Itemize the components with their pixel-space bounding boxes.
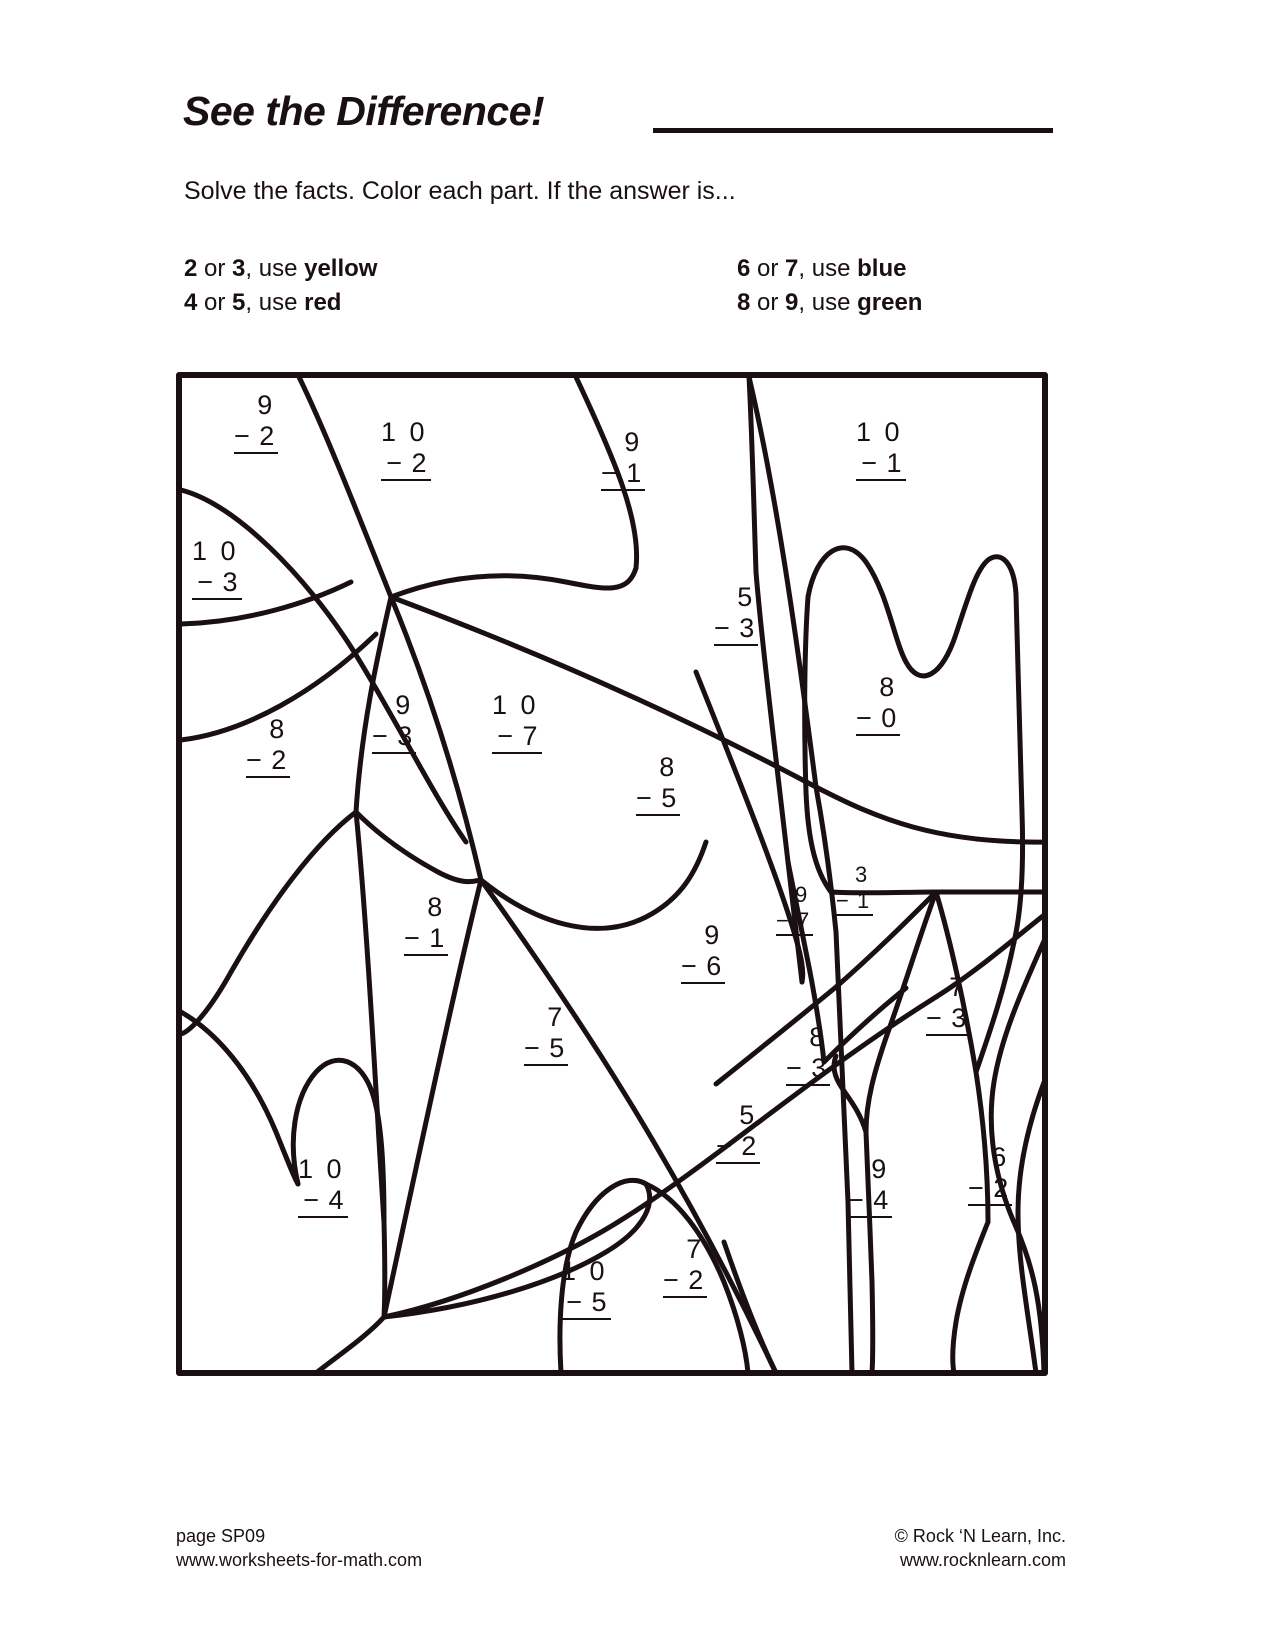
subtraction-fact[interactable]: [716, 1100, 760, 1164]
fact-minuend: 9: [257, 390, 276, 420]
legend-number-a: 2: [184, 255, 198, 282]
fact-subtrahend: − 7: [776, 908, 813, 936]
fact-subtrahend: − 5: [561, 1287, 611, 1320]
legend-number-b: 7: [785, 255, 799, 282]
legend-color-word: red: [304, 289, 342, 316]
subtraction-fact[interactable]: [636, 752, 680, 816]
legend-use: , use: [245, 255, 305, 282]
subtraction-fact[interactable]: [372, 690, 416, 754]
legend-number-b: 3: [232, 255, 246, 282]
subtraction-fact[interactable]: [968, 1142, 1012, 1206]
fact-minuend: 1 0: [492, 690, 539, 720]
subtraction-fact[interactable]: [836, 862, 873, 916]
fact-subtrahend: − 6: [681, 951, 725, 984]
fact-subtrahend: − 1: [856, 448, 906, 481]
legend-item: [184, 252, 377, 286]
legend-item: [737, 252, 922, 286]
fact-subtrahend: − 2: [716, 1131, 760, 1164]
footer-page-number: page SP09: [176, 1526, 266, 1546]
legend-item: [737, 286, 922, 320]
fact-minuend: 1 0: [856, 417, 903, 447]
legend-number-a: 8: [737, 289, 751, 316]
fact-subtrahend: − 2: [968, 1173, 1012, 1206]
fact-subtrahend: − 3: [372, 721, 416, 754]
instruction-text: Solve the facts. Color each part. If the answer is...: [184, 177, 736, 205]
fact-minuend: 8: [659, 752, 678, 782]
legend-number-a: 6: [737, 255, 751, 282]
subtraction-fact[interactable]: [601, 427, 645, 491]
subtraction-fact[interactable]: [663, 1234, 707, 1298]
fact-minuend: 1 0: [381, 417, 428, 447]
fact-subtrahend: − 5: [524, 1033, 568, 1066]
subtraction-fact[interactable]: [561, 1256, 611, 1320]
subtraction-fact[interactable]: [681, 920, 725, 984]
subtraction-fact[interactable]: [192, 536, 242, 600]
subtraction-fact[interactable]: [848, 1154, 892, 1218]
fact-minuend: 1 0: [561, 1256, 608, 1286]
title-row: [183, 88, 1063, 144]
subtraction-fact[interactable]: [246, 714, 290, 778]
fact-subtrahend: − 2: [663, 1265, 707, 1298]
subtraction-fact[interactable]: [786, 1022, 830, 1086]
legend-color-word: yellow: [304, 255, 378, 282]
legend-use: , use: [798, 255, 858, 282]
footer-right-website[interactable]: www.rocknlearn.com: [899, 1550, 1066, 1570]
fact-minuend: 9: [871, 1154, 890, 1184]
fact-minuend: 6: [991, 1142, 1010, 1172]
fact-subtrahend: − 3: [714, 613, 758, 646]
page-footer: [176, 1524, 1066, 1584]
legend-or: or: [197, 255, 233, 282]
fact-subtrahend: − 7: [492, 721, 542, 754]
fact-minuend: 7: [686, 1234, 705, 1264]
subtraction-fact[interactable]: [926, 972, 970, 1036]
legend-use: , use: [798, 289, 858, 316]
subtraction-fact[interactable]: [856, 672, 900, 736]
legend-item: [184, 286, 377, 320]
fact-subtrahend: − 4: [298, 1185, 348, 1218]
legend-color-word: green: [857, 289, 923, 316]
footer-left: [176, 1524, 422, 1572]
footer-copyright: © Rock ‘N Learn, Inc.: [894, 1526, 1066, 1546]
fact-minuend: 1 0: [192, 536, 239, 566]
fact-subtrahend: − 2: [234, 421, 278, 454]
fact-minuend: 8: [269, 714, 288, 744]
subtraction-fact[interactable]: [234, 390, 278, 454]
title-underline-rule: [653, 128, 1053, 133]
fact-minuend: 7: [547, 1002, 566, 1032]
problem-layer: [176, 372, 1048, 1376]
legend-column-right: [737, 252, 922, 320]
page-title: See the Difference!: [183, 88, 545, 134]
legend-or: or: [197, 289, 233, 316]
legend-column-left: [184, 252, 377, 320]
fact-minuend: 9: [794, 882, 811, 907]
fact-subtrahend: − 1: [404, 923, 448, 956]
legend-color-word: blue: [857, 255, 907, 282]
fact-minuend: 5: [737, 582, 756, 612]
fact-subtrahend: − 1: [601, 458, 645, 491]
fact-minuend: 8: [427, 892, 446, 922]
legend-number-a: 4: [184, 289, 198, 316]
fact-subtrahend: − 1: [836, 888, 873, 916]
subtraction-fact[interactable]: [714, 582, 758, 646]
legend-or: or: [750, 255, 786, 282]
fact-minuend: 5: [739, 1100, 758, 1130]
fact-minuend: 8: [809, 1022, 828, 1052]
legend-use: , use: [245, 289, 305, 316]
subtraction-fact[interactable]: [298, 1154, 348, 1218]
subtraction-fact[interactable]: [524, 1002, 568, 1066]
fact-subtrahend: − 3: [926, 1003, 970, 1036]
color-by-number-puzzle[interactable]: [176, 372, 1048, 1376]
subtraction-fact[interactable]: [776, 882, 813, 936]
fact-subtrahend: − 2: [246, 745, 290, 778]
legend-number-b: 5: [232, 289, 246, 316]
fact-minuend: 9: [395, 690, 414, 720]
fact-subtrahend: − 0: [856, 703, 900, 736]
subtraction-fact[interactable]: [492, 690, 542, 754]
subtraction-fact[interactable]: [381, 417, 431, 481]
fact-subtrahend: − 3: [786, 1053, 830, 1086]
fact-minuend: 9: [704, 920, 723, 950]
fact-subtrahend: − 4: [848, 1185, 892, 1218]
fact-minuend: 8: [879, 672, 898, 702]
subtraction-fact[interactable]: [856, 417, 906, 481]
fact-minuend: 7: [949, 972, 968, 1002]
legend-or: or: [750, 289, 786, 316]
fact-subtrahend: − 3: [192, 567, 242, 600]
fact-subtrahend: − 5: [636, 783, 680, 816]
subtraction-fact[interactable]: [404, 892, 448, 956]
footer-left-website[interactable]: www.worksheets-for-math.com: [176, 1550, 423, 1570]
fact-minuend: 3: [854, 862, 871, 887]
fact-minuend: 1 0: [298, 1154, 345, 1184]
fact-subtrahend: − 2: [381, 448, 431, 481]
footer-right: [895, 1524, 1066, 1572]
legend-number-b: 9: [785, 289, 799, 316]
fact-minuend: 9: [624, 427, 643, 457]
